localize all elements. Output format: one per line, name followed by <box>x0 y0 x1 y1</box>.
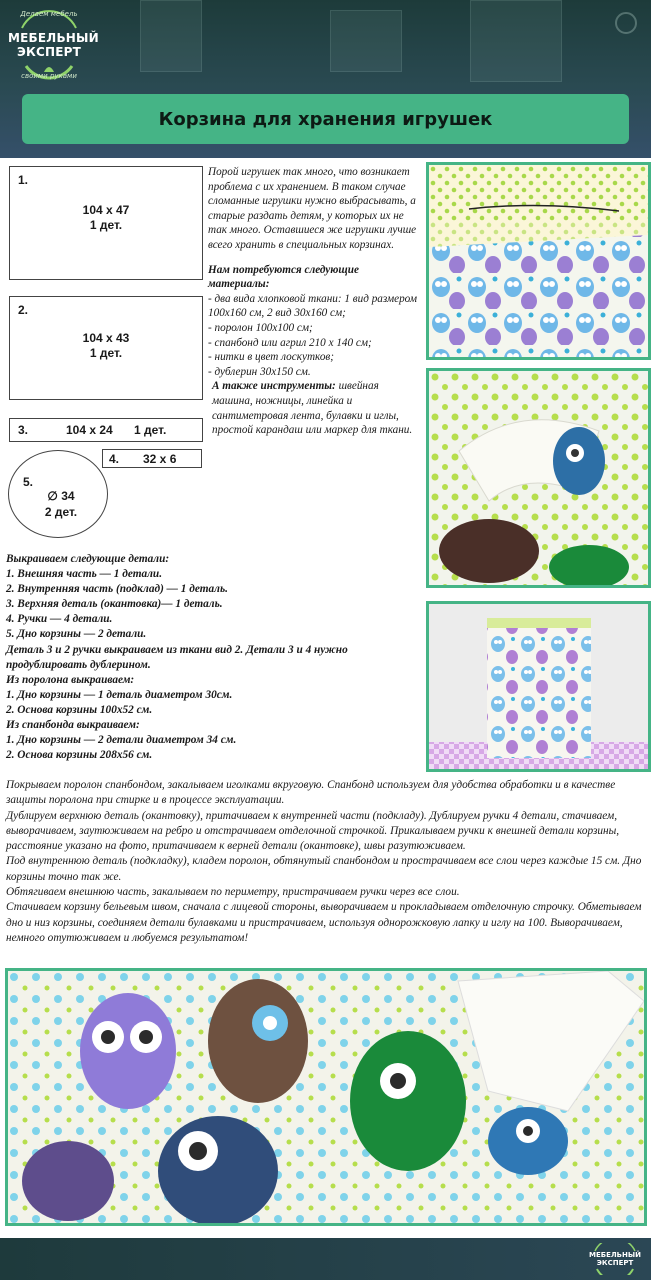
page-footer <box>0 1238 651 1280</box>
spunbond-item: 1. Дно корзины — 2 детали диаметром 34 см. <box>6 734 237 747</box>
photo-basket-top <box>426 162 651 360</box>
part-number: 3. <box>18 423 29 437</box>
tools-text: швейная машина, ножницы, линейка и сантиметровая лента, булавки и иглы, простой карандаш или маркер для ткани. <box>212 380 413 437</box>
part-count: 1 дет. <box>89 346 123 360</box>
background-window <box>470 0 562 82</box>
cuts-item: 3. Верхняя деталь (окантовка)— 1 деталь. <box>6 598 223 611</box>
foam-item: 2. Основа корзины 100х52 см. <box>6 703 153 716</box>
intro-text <box>208 165 422 438</box>
page-header <box>0 0 651 158</box>
part-count: 1 дет. <box>89 218 123 232</box>
footer-logo[interactable] <box>587 1243 643 1275</box>
photo-basket-handle <box>426 368 651 588</box>
materials-item: - нитки в цвет лоскутков; <box>208 351 335 364</box>
pattern-part-3 <box>9 418 203 442</box>
pattern-part-2 <box>9 296 203 400</box>
spunbond-heading: Из спанбонда выкраиваем: <box>6 719 140 732</box>
logo-tagline-bottom: своими руками <box>21 72 77 80</box>
step-paragraph: Обтягиваем внешнюю часть, закалываем по периметру, пристрачиваем ручки через все слои. <box>6 886 460 899</box>
part-size: 104 х 47 <box>82 203 130 217</box>
part-number: 2. <box>18 303 29 317</box>
photo-basket-side-image <box>429 604 648 769</box>
footer-logo-line-2: ЭКСПЕРТ <box>596 1259 634 1267</box>
photo-fabric-closeup-image <box>8 971 644 1223</box>
background-window <box>330 10 402 72</box>
cutting-list <box>6 552 416 763</box>
materials-item: - два вида хлопковой ткани: 1 вид размером 100х160 см, 2 вид 30х160 см; <box>208 292 417 320</box>
spunbond-item: 2. Основа корзины 208х56 см. <box>6 749 153 762</box>
part-number: 4. <box>109 452 120 466</box>
materials-item: - спанбонд или агрил 210 х 140 см; <box>208 336 372 349</box>
page-title: Корзина для хранения игрушек <box>158 108 493 130</box>
background-window <box>140 0 202 72</box>
instructions-text <box>6 778 646 946</box>
pattern-part-1 <box>9 166 203 280</box>
part-size: 104 х 43 <box>82 331 130 345</box>
title-bar <box>22 94 629 144</box>
part-number: 1. <box>18 173 29 187</box>
part-count: 2 дет. <box>44 505 78 519</box>
logo-tagline-top: Делаем мебель <box>20 10 78 18</box>
step-paragraph: Дублируем верхнюю деталь (окантовку), притачиваем к внутренней части (подкладу). Дублируем ручки 4 детали, стачиваем, выворачиваем, заутюживаем на ребро и отстрачиваем отделочной строчкой. Прикалываем ручки к внешней детали корзины, расстояние указано на фото, притачиваем к верней детали (окантовке), швы разутюживаем. <box>6 809 620 853</box>
brand-logo[interactable] <box>8 6 99 82</box>
footer-logo-line-1: МЕБЕЛЬНЫЙ <box>589 1251 641 1259</box>
footer-logo-text <box>587 1251 643 1267</box>
pattern-part-4 <box>102 449 202 468</box>
part-size: ∅ 34 <box>47 489 75 503</box>
materials-item: - поролон 100х100 см; <box>208 321 313 334</box>
foam-item: 1. Дно корзины — 1 деталь диаметром 30см. <box>6 688 233 701</box>
cuts-item: 1. Внешняя часть — 1 детали. <box>6 568 163 581</box>
pattern-part-5 <box>8 450 108 538</box>
part-size: 104 х 24 <box>66 423 113 437</box>
cuts-item: 2. Внутренняя часть (подклад) — 1 деталь. <box>6 583 228 596</box>
cuts-heading: Выкраиваем следующие детали: <box>6 553 170 565</box>
photo-fabric-closeup <box>5 968 647 1226</box>
tools-heading: А также инструменты: <box>212 380 336 393</box>
materials-item: - дублерин 30х150 см. <box>208 365 311 378</box>
leaf-icon <box>615 12 637 34</box>
step-paragraph: Под внутреннюю деталь (подкладку), кладем поролон, обтянутый спанбондом и прострачиваем все слои через каждые 15 см. Дно корзины точно так же. <box>6 855 642 883</box>
photo-basket-handle-image <box>429 371 648 585</box>
photo-basket-top-image <box>429 165 648 357</box>
foam-heading: Из поролона выкраиваем: <box>6 673 135 686</box>
logo-line-1: МЕБЕЛЬНЫЙ <box>8 31 99 45</box>
logo-line-2: ЭКСПЕРТ <box>16 45 82 59</box>
cuts-item: 4. Ручки — 4 детали. <box>6 613 113 626</box>
step-paragraph: Покрываем поролон спанбондом, закалываем иголками вкруговую. Спанбонд используем для удобства обработки и в качестве защиты поролона при стирке и в процессе эксплуатации. <box>6 779 616 807</box>
cuts-item: 5. Дно корзины — 2 детали. <box>6 628 147 641</box>
part-count: 1 дет. <box>134 423 167 437</box>
part-size: 32 х 6 <box>143 452 177 466</box>
materials-heading: Нам потребуются следующие материалы: <box>208 263 359 291</box>
photo-basket-side <box>426 601 651 772</box>
intro-paragraph: Порой игрушек так много, что возникает проблема с их хранением. В таком случае сломанные игрушки нужно выбрасывать, а старые раздать детям, у которых их не так много. Оставшиеся же игрушки лучше всего хранить в специальных корзинах. <box>208 166 417 251</box>
cuts-note: Деталь 3 и 2 ручки выкраиваем из ткани вид 2. Детали 3 и 4 нужно продублировать дублерином. <box>6 643 348 671</box>
part-number: 5. <box>23 475 34 489</box>
step-paragraph: Стачиваем корзину бельевым швом, сначала с лицевой стороны, выворачиваем и прокладываем отделочную строчку. Обметываем дно и низ корзины, соединяем детали булавками и пристрачиваем, используя однорожковую лапку и иглу на 100. Выворачиваем, немного отутюживаем и любуемся результатом! <box>6 901 642 944</box>
